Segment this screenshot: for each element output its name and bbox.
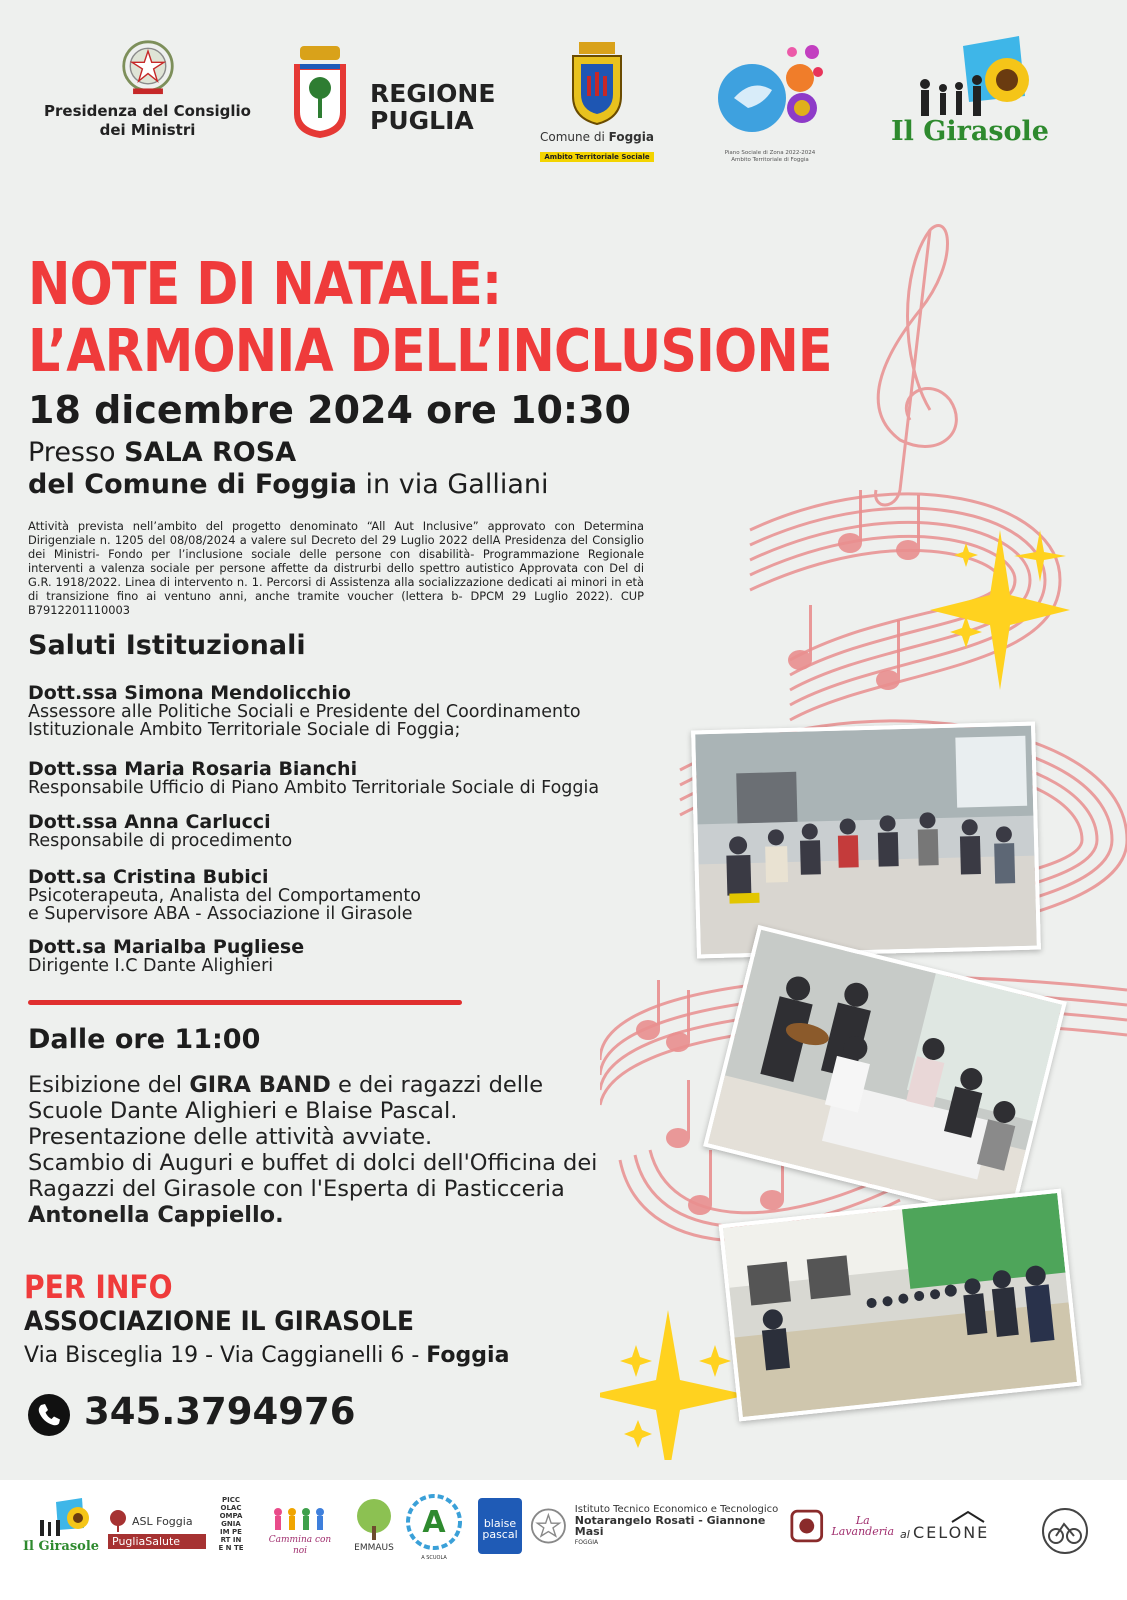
foggia-band: Ambito Territoriale Sociale	[540, 152, 653, 162]
footer-sunflower-icon	[26, 1498, 96, 1538]
speaker-bianchi	[28, 759, 599, 797]
speaker-name: Dott.ssa Simona Mendolicchio	[28, 682, 351, 704]
speaker-name: Dott.sa Cristina Bubici	[28, 866, 269, 888]
footer-blaise-pascal-logo: blaise pascal	[478, 1498, 522, 1554]
celone-roof-icon	[948, 1510, 988, 1524]
footer-istituto-logo: Istituto Tecnico Economico e Tecnologico Notarangelo Rosati - Giannone Masi FOGGIA	[530, 1504, 780, 1548]
info-address: Via Bisceglia 19 - Via Caggianelli 6 - Foggia	[24, 1343, 510, 1368]
italy-emblem-icon	[120, 36, 176, 98]
info-association: ASSOCIAZIONE IL GIRASOLE	[24, 1306, 414, 1337]
footer-piccola-compagnia-logo: PICC OLAC OMPA GNIA IM PE RT IN E N TE	[218, 1496, 244, 1552]
regione-shield-icon	[290, 44, 350, 140]
presidenza-caption: Presidenza del Consiglio dei Ministri	[44, 102, 251, 139]
photo-classroom-circle-image	[695, 726, 1037, 955]
svg-text:A: A	[422, 1505, 446, 1540]
speaker-name: Dott.ssa Maria Rosaria Bianchi	[28, 758, 358, 780]
scuola-a-icon	[405, 1494, 463, 1550]
program-heading: Dalle ore 11:00	[28, 1024, 261, 1055]
footer-asl-logo: ASL Foggia PugliaSalute	[108, 1510, 206, 1549]
speaker-name: Dott.sa Marialba Pugliese	[28, 936, 305, 958]
girasole-word: Il Girasole	[891, 116, 1049, 147]
footer-lavanderia-logo: La Lavanderia	[790, 1506, 900, 1546]
footer-celone-logo: al CELONE	[900, 1510, 1030, 1541]
phone-icon	[28, 1394, 70, 1436]
presidenza-logo	[40, 36, 255, 140]
speaker-name: Dott.ssa Anna Carlucci	[28, 811, 271, 833]
speaker-role: Responsabile Ufficio di Piano Ambito Territoriale Sociale di Foggia	[28, 778, 600, 798]
foggia-crest-icon	[567, 40, 627, 126]
emmaus-tree-icon	[352, 1498, 396, 1540]
photo-classroom-circle	[691, 722, 1041, 959]
footer-cammina-logo: Cammina con noi	[262, 1506, 338, 1557]
event-date: 18 dicembre 2024 ore 10:30	[28, 388, 631, 432]
saluti-heading: Saluti Istituzionali	[28, 630, 306, 661]
info-heading: PER INFO	[24, 1268, 173, 1306]
info-phone: 345.3794976	[84, 1390, 356, 1433]
section-divider	[28, 1000, 462, 1005]
speaker-carlucci	[28, 812, 292, 850]
speaker-role: Assessore alle Politiche Sociali e Presidente del Coordinamento Istituzionale Ambito Territoriale Sociale di Foggia;	[28, 702, 581, 740]
speaker-mendolicchio	[28, 683, 581, 739]
piano-sociale-logo	[710, 38, 830, 164]
footer-emmaus-logo: EMMAUS	[346, 1498, 402, 1554]
speaker-bubici	[28, 867, 421, 923]
project-fineprint: Attività prevista nell’ambito del progetto denominato “All Aut Inclusive” approvato con Determina Dirigenziale n. 1205 del 08/08/2024 a valere sul Decreto del 29 Luglio 2022 dellA Presidenza del Consiglio dei Ministri- Fondo per l’inclusione sociale delle persone con disabilità- Programmazione Regionale interventi a valenza sociale per persone affette da distrurbi dello spettro autistico Approvata con Del di G.R. 1918/2022. Linea di intervento n. 1. Percorsi di Assistenza alla socializzazione dedicati ai minori in età di transizione fino ai ventuno anni, anche tramite voucher (lettera b- DPCM 29 Luglio 2022). CUP B7912201110003	[28, 519, 644, 617]
footer-scuola-logo: A A SCUOLA	[404, 1494, 464, 1564]
asl-tree-icon	[108, 1510, 128, 1532]
speaker-role: Dirigente I.C Dante Alighieri	[28, 956, 274, 976]
regione-caption: REGIONE PUGLIA	[370, 79, 496, 135]
event-venue: Presso SALA ROSA del Comune di Foggia in via Galliani	[28, 437, 549, 500]
foggia-caption: Comune di Foggia	[540, 130, 654, 144]
program-description: Esibizione del GIRA BAND e dei ragazzi delle Scuole Dante Alighieri e Blaise Pascal. Presentazione delle attività avviate. Scambio di Auguri e buffet di dolci dell'Officina dei Ragazzi del Girasole con l'Esperta di Pasticceria Antonella Cappiello.	[28, 1072, 598, 1228]
istituto-emblem-icon	[530, 1506, 567, 1546]
speaker-pugliese	[28, 937, 304, 975]
speaker-role: Responsabile di procedimento	[28, 831, 293, 851]
photo-gym-gathering	[719, 1189, 1082, 1422]
footer-girasole-logo: Il Girasole	[22, 1498, 100, 1552]
speaker-role: Psicoterapeuta, Analista del Comportamento e Supervisore ABA - Associazione il Girasole	[28, 886, 421, 924]
sunflower-family-icon	[885, 36, 1055, 124]
event-title-line2: L’ARMONIA DELL’INCLUSIONE	[28, 316, 832, 385]
event-title	[28, 250, 832, 384]
footer-bicycle-badge-icon	[1040, 1506, 1090, 1556]
hands-circles-icon	[712, 38, 828, 146]
girasole-logo	[885, 36, 1055, 156]
event-title-line1: NOTE DI NATALE:	[28, 249, 502, 318]
cammina-people-icon	[270, 1506, 330, 1532]
piano-caption: Piano Sociale di Zona 2022-2024 Ambito Territoriale di Foggia	[724, 150, 816, 163]
sponsor-footer	[0, 1480, 1127, 1600]
lavanderia-mark-icon	[790, 1506, 824, 1546]
photo-gym-gathering-image	[723, 1193, 1077, 1417]
comune-foggia-logo	[532, 40, 662, 163]
